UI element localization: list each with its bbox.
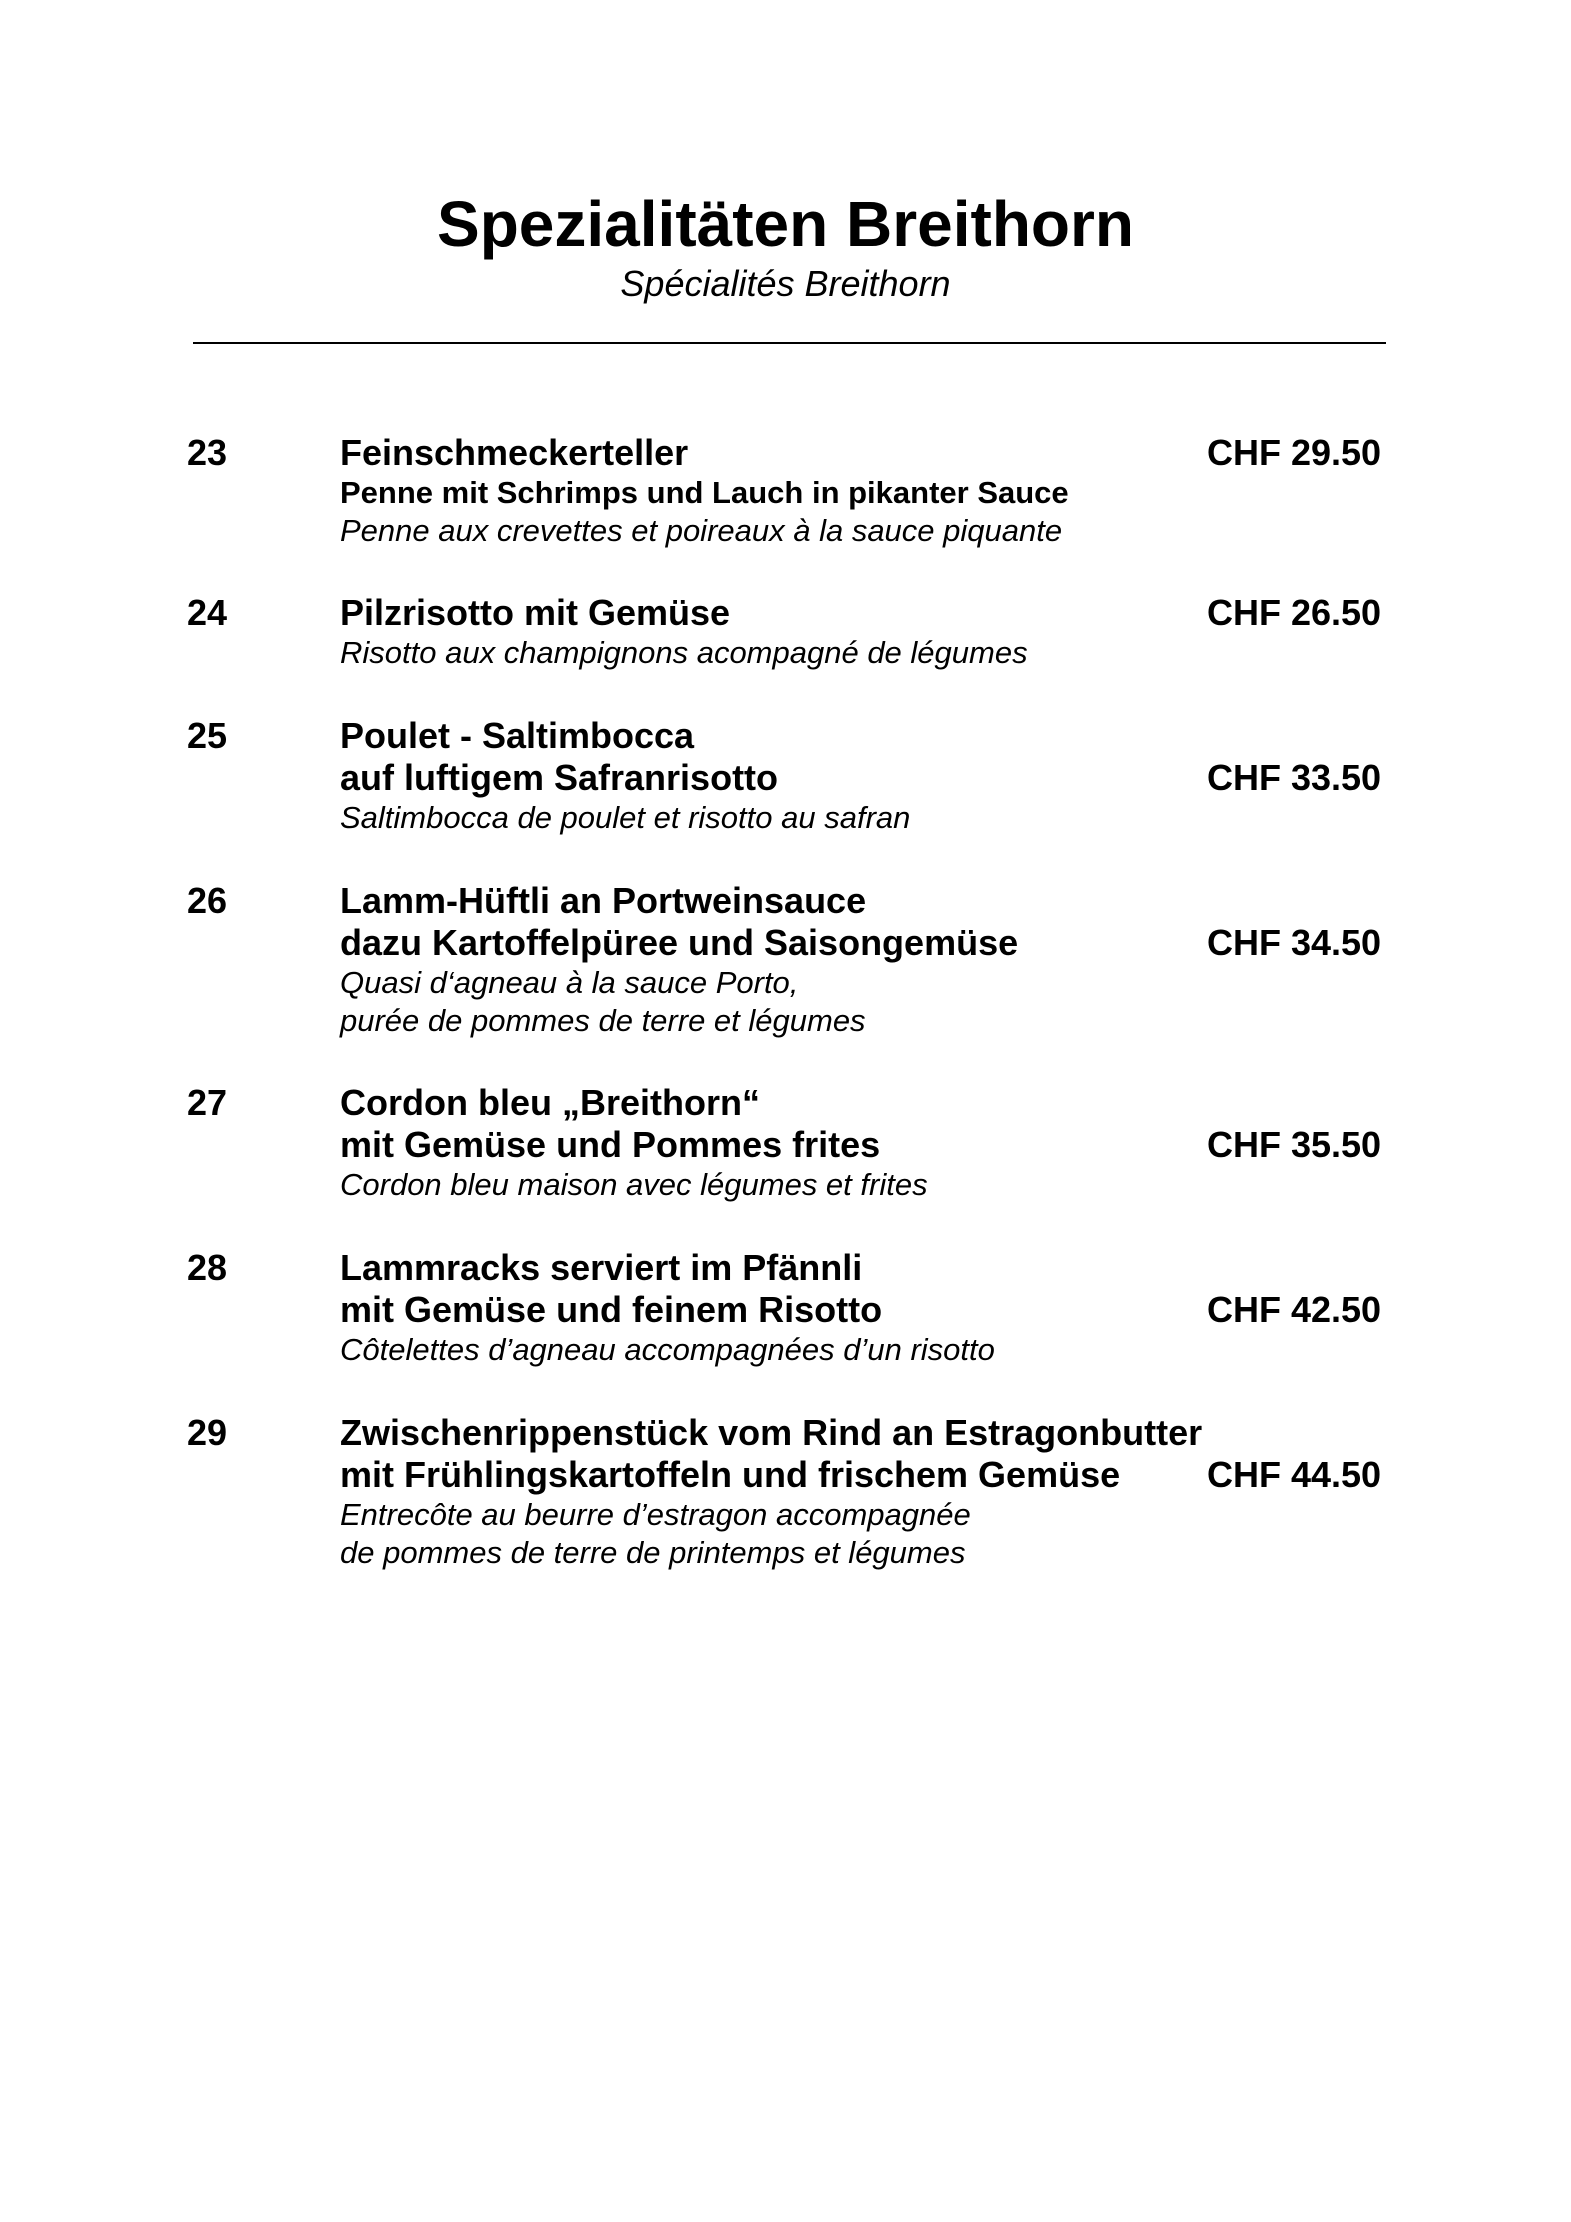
item-number: 25 [187,715,228,756]
item-number: 29 [187,1412,228,1453]
item-price: CHF 35.50 [1207,1124,1382,1165]
item-price: CHF 34.50 [1207,922,1382,963]
item-content [340,432,1380,550]
item-name-text: auf luftigem Safranrisotto [340,757,779,798]
item-name [340,432,1380,474]
item-price: CHF 33.50 [1207,757,1382,798]
item-content [340,1247,1380,1369]
page-title: Spezialitäten Breithorn [437,188,1134,260]
item-name-text: mit Gemüse und feinem Risotto [340,1289,883,1330]
item-name-line-2 [340,757,1380,799]
item-name-line-2 [340,1454,1380,1496]
item-description-fr: Entrecôte au beurre d’estragon accompagnée [340,1497,971,1532]
item-content [340,880,1380,1040]
title-divider [193,342,1386,344]
item-name: Lamm-Hüftli an Portweinsauce [340,880,867,921]
item-name-line-2 [340,1124,1380,1166]
item-name-line-2 [340,922,1380,964]
item-content [340,715,1380,837]
item-description-fr: Penne aux crevettes et poireaux à la sauce piquante [340,513,1063,548]
item-description-fr: Côtelettes d’agneau accompagnées d’un risotto [340,1332,995,1367]
item-name: Cordon bleu „Breithorn“ [340,1082,760,1123]
item-name-text: mit Gemüse und Pommes frites [340,1124,881,1165]
item-description-fr: Quasi d‘agneau à la sauce Porto, [340,965,799,1000]
item-name [340,592,1380,634]
item-price: CHF 42.50 [1207,1289,1382,1330]
item-name: Lammracks serviert im Pfännli [340,1247,863,1288]
item-number: 26 [187,880,228,921]
page-subtitle: Spécialités Breithorn [620,263,951,304]
item-price: CHF 29.50 [1207,432,1382,473]
item-price: CHF 44.50 [1207,1454,1382,1495]
item-name-text: mit Frühlingskartoffeln und frischem Gemüse [340,1454,1121,1495]
item-description-fr: Cordon bleu maison avec légumes et frites [340,1167,928,1202]
item-number: 23 [187,432,228,473]
item-number: 28 [187,1247,228,1288]
item-name-text: Feinschmeckerteller [340,432,689,473]
item-name-line-2 [340,1289,1380,1331]
item-name: Zwischenrippenstück vom Rind an Estragonbutter [340,1412,1203,1453]
item-price: CHF 26.50 [1207,592,1382,633]
item-description-fr-line-2: de pommes de terre de printemps et légumes [340,1535,966,1570]
item-name-text: Pilzrisotto mit Gemüse [340,592,731,633]
item-content [340,1082,1380,1204]
item-content [340,592,1380,672]
item-name-detail: Penne mit Schrimps und Lauch in pikanter Sauce [340,475,1069,510]
item-name-text: dazu Kartoffelpüree und Saisongemüse [340,922,1019,963]
item-number: 24 [187,592,228,633]
item-number: 27 [187,1082,228,1123]
item-description-fr-line-2: purée de pommes de terre et légumes [340,1003,866,1038]
item-name: Poulet - Saltimbocca [340,715,695,756]
item-content [340,1412,1380,1572]
item-description-fr: Saltimbocca de poulet et risotto au safran [340,800,911,835]
item-description-fr: Risotto aux champignons acompagné de légumes [340,635,1028,670]
